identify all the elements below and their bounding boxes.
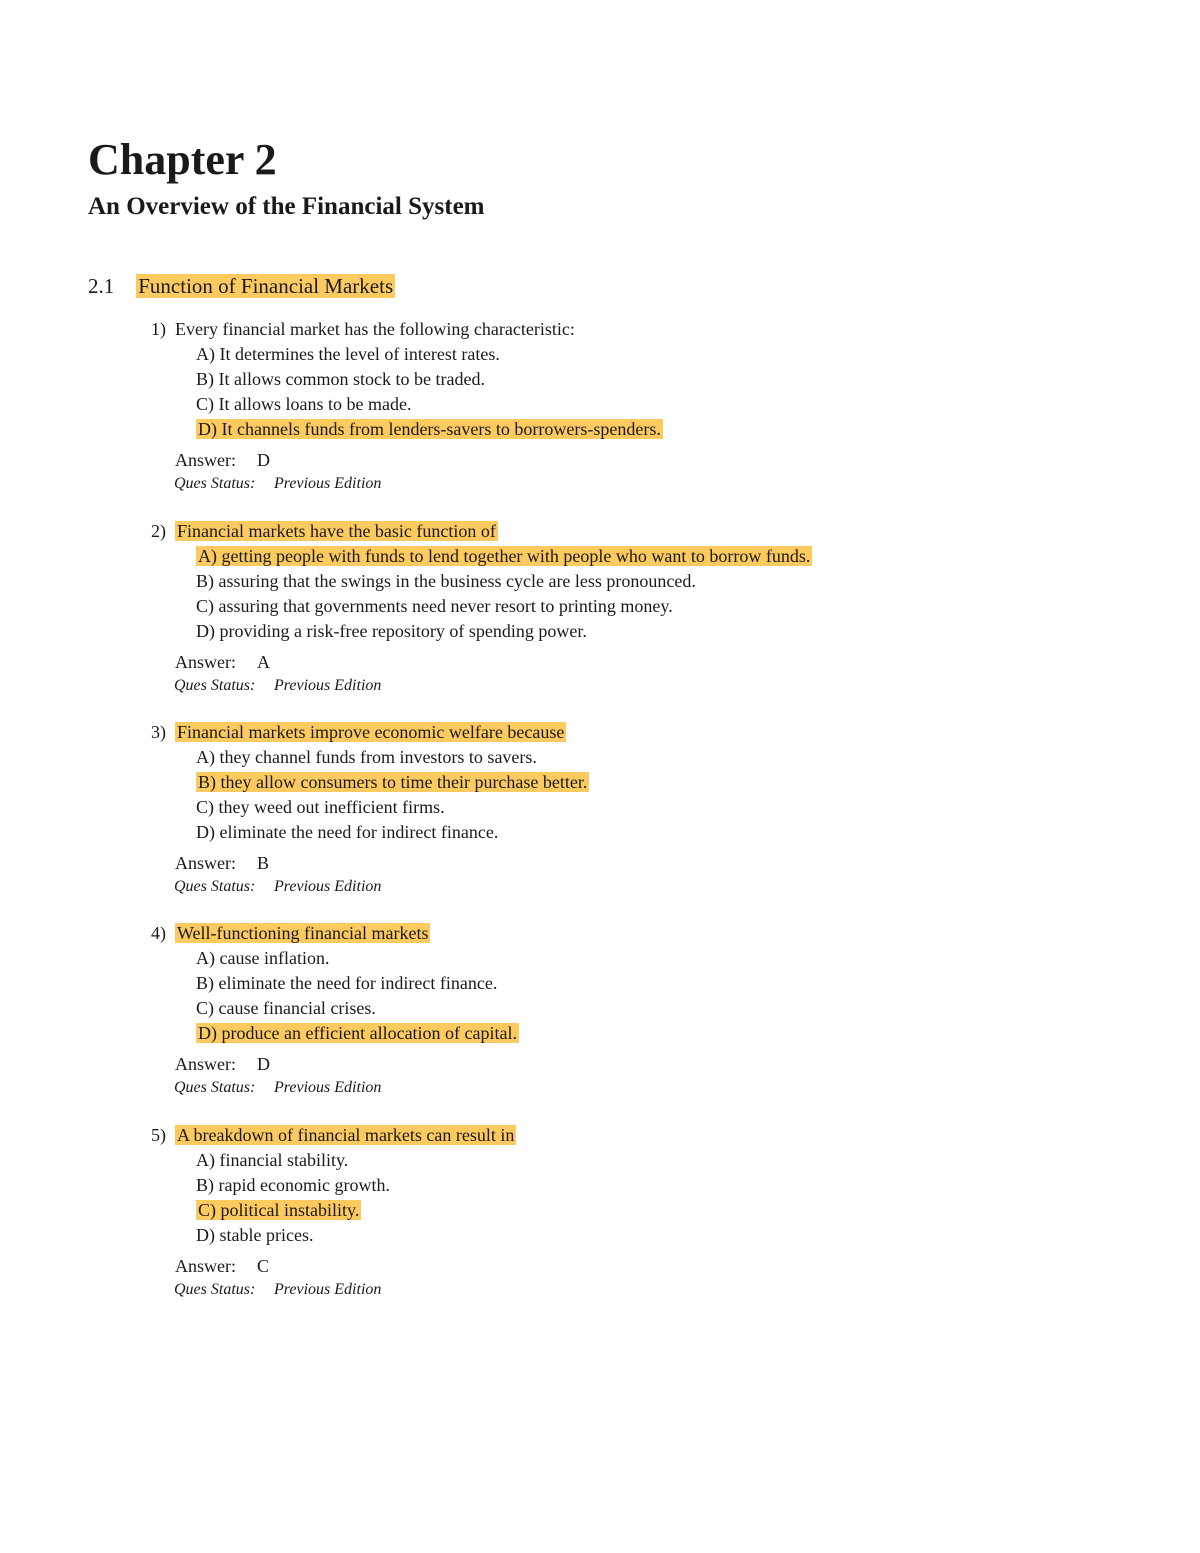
answer-value: D [257,450,270,470]
question-stem [151,1123,1051,1148]
choice-text: A) It determines the level of interest rates. [196,344,500,364]
choice-text: B) eliminate the need for indirect finance. [196,973,498,993]
choice-text: C) political instability. [198,1200,360,1220]
choice-d [151,1021,1051,1046]
answer-line [151,1052,1051,1077]
question-1 [151,317,1051,495]
choice-d [151,820,1051,845]
choice-text: A) financial stability. [196,1150,349,1170]
choice-b [151,367,1051,392]
status-value: Previous Edition [274,1281,382,1298]
question-2 [151,519,1051,697]
status-value: Previous Edition [274,878,382,895]
question-number: 1) [151,319,166,339]
question-text: Every financial market has the following characteristic: [175,319,575,339]
choice-a [151,544,1051,569]
status-label: Ques Status: [174,475,256,492]
answer-line [151,1254,1051,1279]
choice-text: D) It channels funds from lenders-savers to borrowers-spenders. [198,419,661,439]
question-text: Well-functioning financial markets [177,923,429,943]
question-text: A breakdown of financial markets can result in [177,1125,515,1145]
status-value: Previous Edition [274,677,382,694]
choice-text: C) cause financial crises. [196,998,376,1018]
status-value: Previous Edition [274,1079,382,1096]
answer-label: Answer: [175,652,236,672]
choice-text: D) providing a risk-free repository of spending power. [196,621,587,641]
choice-b [151,1173,1051,1198]
choice-a [151,342,1051,367]
status-label: Ques Status: [174,1281,256,1298]
question-number: 2) [151,521,166,541]
choice-text: D) stable prices. [196,1225,314,1245]
answer-label: Answer: [175,853,236,873]
question-4 [151,921,1051,1099]
choice-text: B) they allow consumers to time their purchase better. [198,772,588,792]
choice-d [151,1223,1051,1248]
choice-text: A) cause inflation. [196,948,330,968]
question-5 [151,1123,1051,1301]
question-number: 4) [151,923,166,943]
answer-label: Answer: [175,1054,236,1074]
choice-c [151,996,1051,1021]
choice-a [151,1148,1051,1173]
answer-label: Answer: [175,450,236,470]
question-stem [151,921,1051,946]
chapter-subtitle: An Overview of the Financial System [88,193,485,220]
status-label: Ques Status: [174,677,256,694]
question-number: 5) [151,1125,166,1145]
choice-text: B) assuring that the swings in the business cycle are less pronounced. [196,571,696,591]
answer-value: D [257,1054,270,1074]
choice-text: B) rapid economic growth. [196,1175,390,1195]
choice-b [151,971,1051,996]
choice-text: A) getting people with funds to lend together with people who want to borrow funds. [198,546,811,566]
choice-text: C) they weed out inefficient firms. [196,797,445,817]
section-title: Function of Financial Markets [138,274,394,298]
question-status [151,876,1051,898]
chapter-title: Chapter 2 [88,135,277,184]
section-number: 2.1 [88,274,115,298]
answer-label: Answer: [175,1256,236,1276]
question-number: 3) [151,722,166,742]
answer-value: B [257,853,270,873]
status-label: Ques Status: [174,1079,256,1096]
answer-line [151,650,1051,675]
choice-b [151,770,1051,795]
question-stem [151,720,1051,745]
choice-c [151,795,1051,820]
answer-line [151,851,1051,876]
question-status [151,1077,1051,1099]
question-stem [151,317,1051,342]
status-label: Ques Status: [174,878,256,895]
question-text: Financial markets have the basic function of [177,521,496,541]
choice-text: A) they channel funds from investors to savers. [196,747,537,767]
choice-text: D) eliminate the need for indirect finance. [196,822,499,842]
question-status [151,473,1051,495]
question-3 [151,720,1051,898]
status-value: Previous Edition [274,475,382,492]
question-stem [151,519,1051,544]
choice-text: C) It allows loans to be made. [196,394,412,414]
question-status [151,1279,1051,1301]
choice-d [151,619,1051,644]
choice-text: D) produce an efficient allocation of capital. [198,1023,518,1043]
choice-d [151,417,1051,442]
choice-text: C) assuring that governments need never resort to printing money. [196,596,673,616]
section-heading [88,270,395,302]
question-status [151,675,1051,697]
choice-c [151,1198,1051,1223]
question-text: Financial markets improve economic welfare because [177,722,565,742]
choice-b [151,569,1051,594]
answer-value: C [257,1256,270,1276]
choice-a [151,745,1051,770]
answer-line [151,448,1051,473]
choice-text: B) It allows common stock to be traded. [196,369,485,389]
answer-value: A [257,652,270,672]
choice-c [151,594,1051,619]
choice-c [151,392,1051,417]
choice-a [151,946,1051,971]
